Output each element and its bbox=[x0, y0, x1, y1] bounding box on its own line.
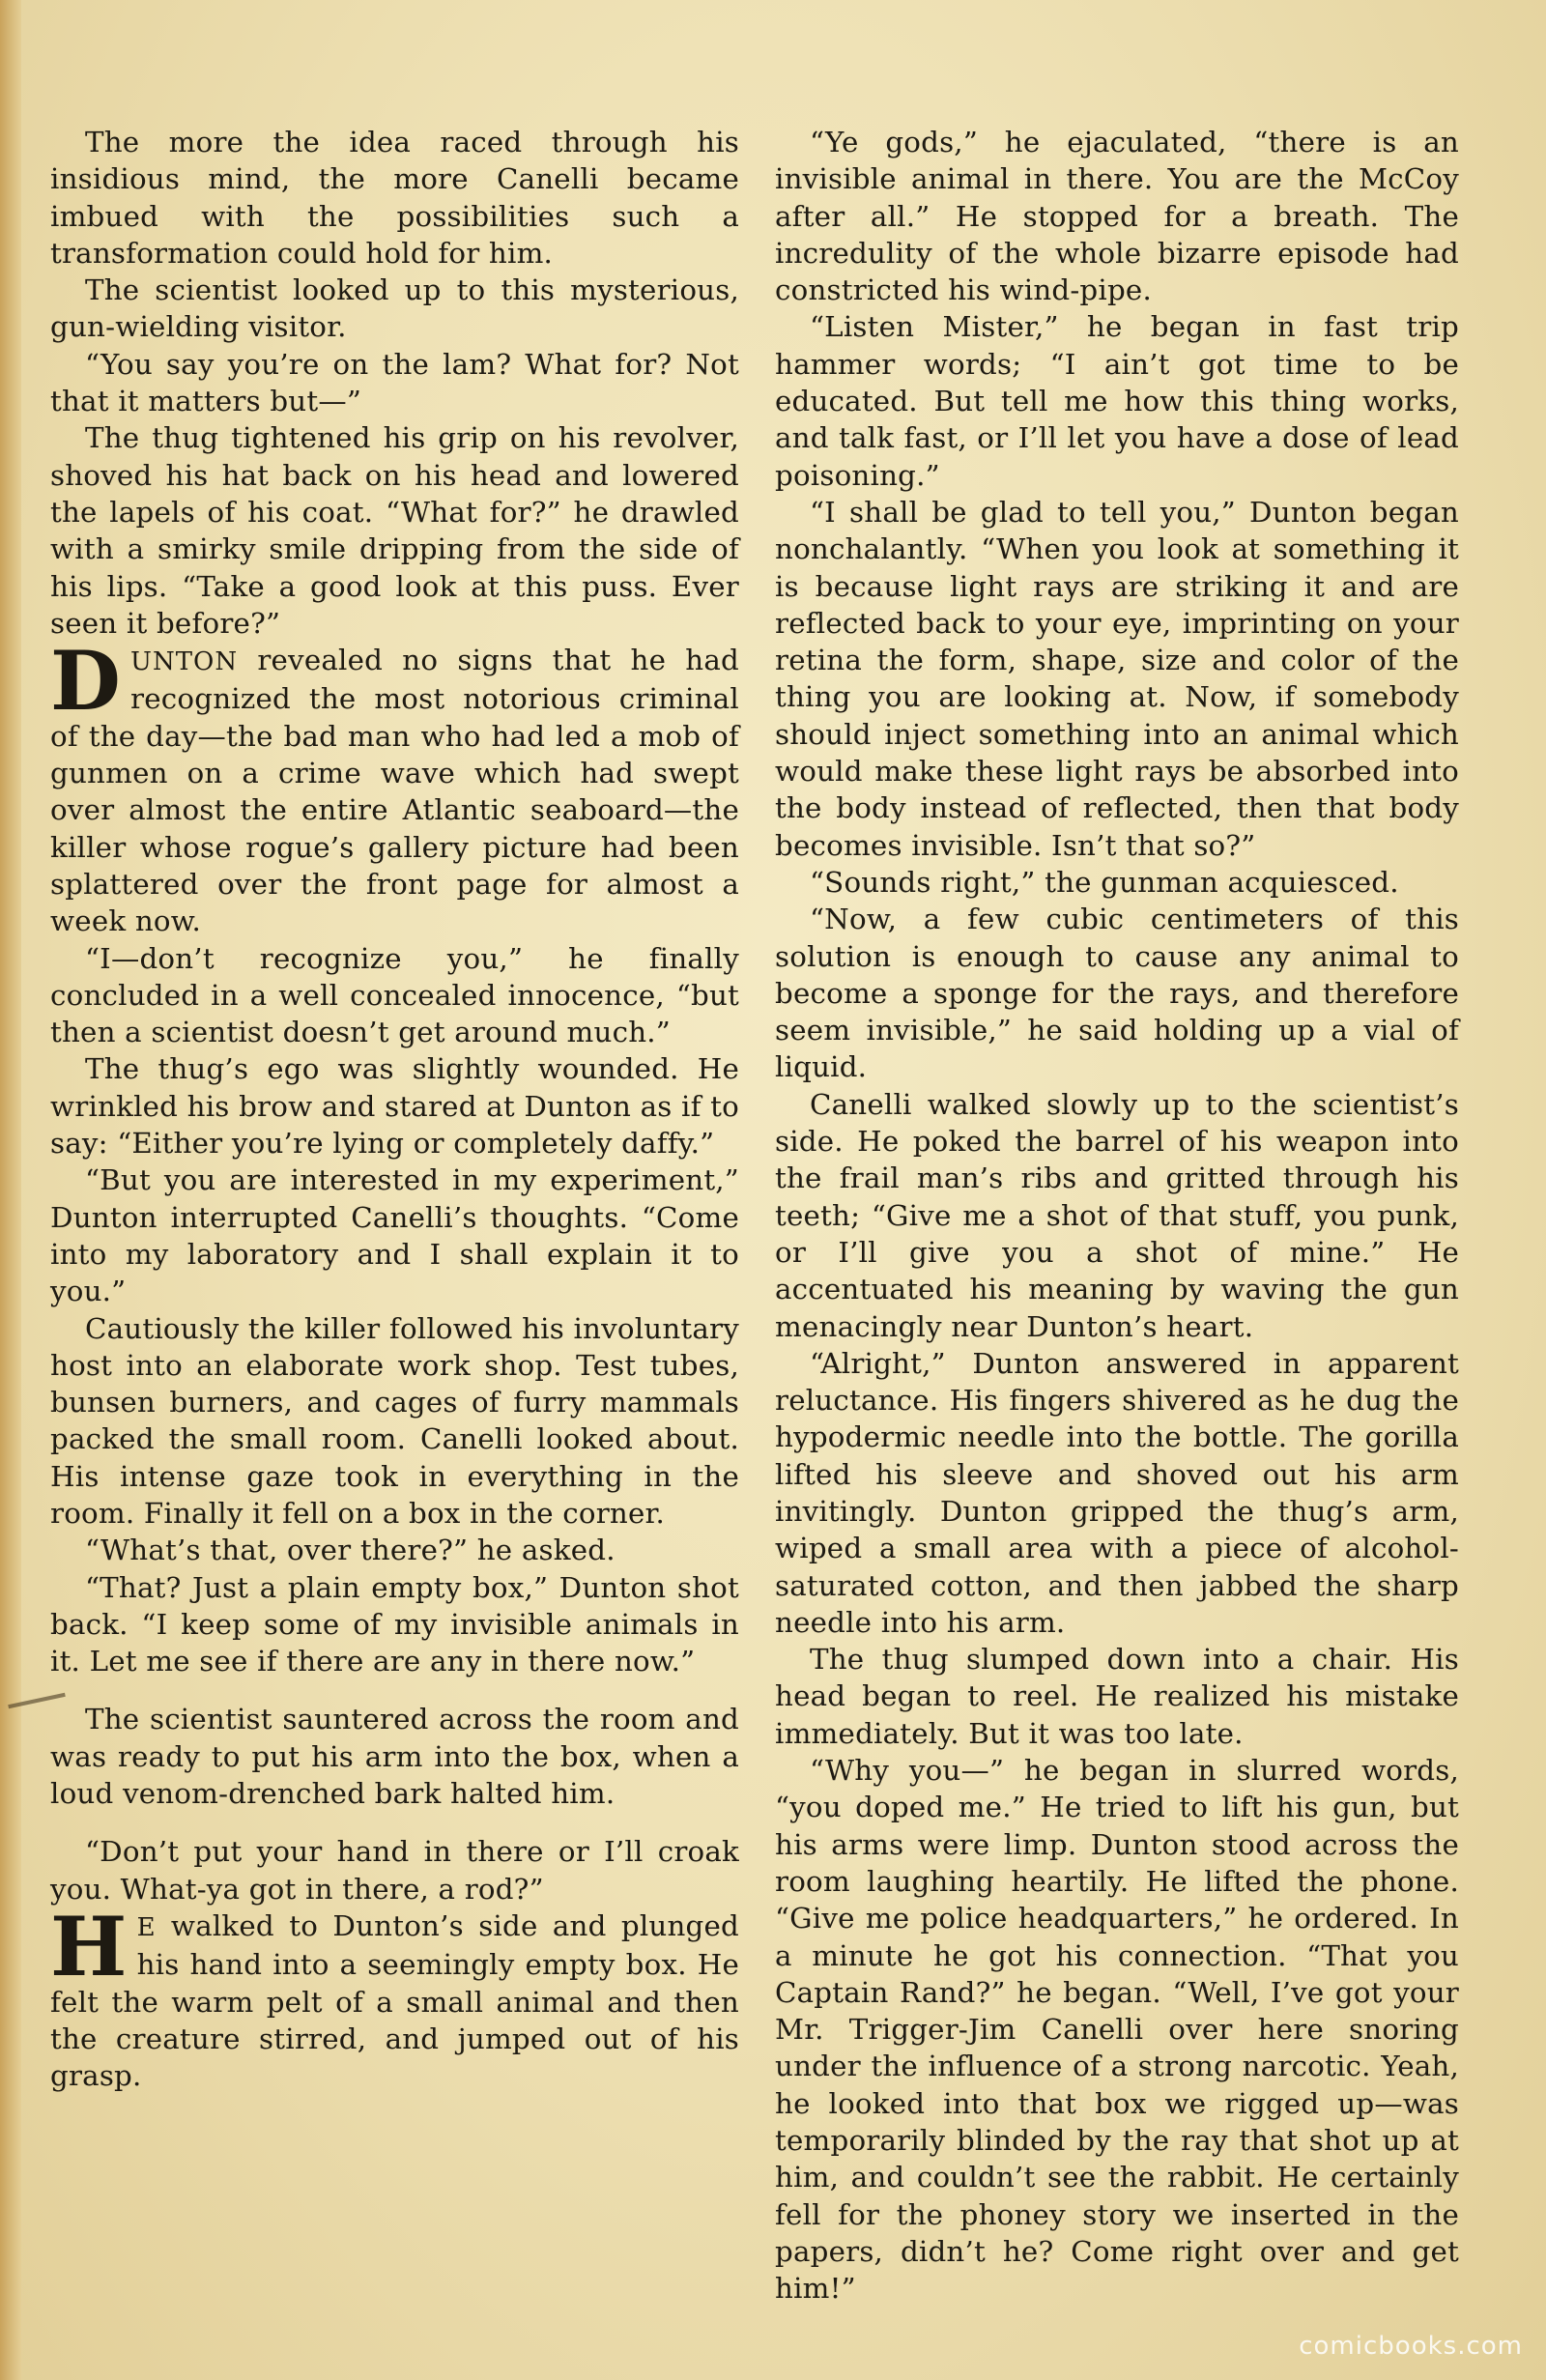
paragraph: The scientist looked up to this mysterious, gun-wielding visitor. bbox=[50, 273, 739, 344]
paragraph: “Sounds right,” the gunman acquiesced. bbox=[810, 865, 1399, 899]
paragraph: “Listen Mister,” he began in fast trip hammer words; “I ain’t got time to be educated. But tell me how this thing works, and talk fast, or I’ll let you have a dose of lead poisoning.” bbox=[775, 310, 1459, 492]
lead-word: UNTON bbox=[130, 647, 239, 677]
paragraph: “I—don’t recognize you,” he finally concluded in a well concealed innocence, “but then a scientist doesn’t get around much.” bbox=[50, 941, 739, 1049]
paragraph: “What’s that, over there?” he asked. bbox=[85, 1534, 616, 1567]
paragraph: The more the idea raced through his insidious mind, the more Canelli became imbued with the possibilities such a transformation could hold for him. bbox=[50, 126, 739, 270]
paragraph: “I shall be glad to tell you,” Dunton began nonchalantly. “When you look at something it is because light rays are striking it and are reflected back to your eye, imprinting on your retina the form, shape, size and color of the thing you are looking at. Now, if somebody should inject something into an animal which would make these light rays be absorbed into the body instead of reflected, then that body becomes invisible. Isn’t that so?” bbox=[775, 495, 1459, 862]
drop-cap: H bbox=[50, 1898, 128, 1994]
paragraph: “You say you’re on the lam? What for? Not that it matters but—” bbox=[50, 347, 739, 418]
text-column-left bbox=[50, 124, 739, 2094]
paragraph: The thug tightened his grip on his revolver, shoved his hat back on his head and lowered the lapels of his coat. “What for?” he drawled with a smirky smile dripping from the side of his lips. “Take a good look at this puss. Ever seen it before?” bbox=[50, 421, 739, 640]
paragraph: “That? Just a plain empty box,” Dunton shot back. “I keep some of my invisible animals in it. Let me see if there are any in there now.” bbox=[50, 1570, 739, 1678]
lead-word: E bbox=[136, 1912, 157, 1942]
paragraph-text: walked to Dunton’s side and plunged his hand into a seemingly empty box. He felt the warm pelt of a small animal and then the creature stirred, and jumped out of his grasp. bbox=[50, 1908, 739, 2093]
paragraph: “Why you—” he began in slurred words, “you doped me.” He tried to lift his gun, but his arms were limp. Dunton stood across the room laughing heartily. He lifted the phone. “Give me police headquarters,” he ordered. In a minute he got his connection. “That you Captain Rand?” he began. “Well, I’ve got your Mr. Trigger-Jim Canelli over here snoring under the influence of a strong narcotic. Yeah, he looked into that box we rigged up—was temporarily blinded by the ray that shot up at him, and couldn’t see the rabbit. He certainly fell for the phoney story we inserted in the papers, didn’t he? Come right over and get him!” bbox=[775, 1754, 1459, 2306]
drop-cap: D bbox=[50, 633, 122, 730]
paragraph: “Alright,” Dunton answered in apparent reluctance. His fingers shivered as he dug the hypodermic needle into the bottle. The gorilla lifted his sleeve and shoved out his arm invitingly. Dunton gripped the thug’s arm, wiped a small area with a piece of alcohol-saturated cotton, and then jabbed the sharp needle into his arm. bbox=[775, 1346, 1459, 1639]
paragraph-text: revealed no signs that he had recognized the most notorious criminal of the day—the bad man who had led a mob of gunmen on a crime wave which had swept over almost the entire Atlantic seaboard—the killer whose rogue’s gallery picture had been splattered over the front page for almost a week now. bbox=[50, 644, 739, 938]
page-edge bbox=[0, 0, 21, 2380]
paragraph: “Ye gods,” he ejaculated, “there is an invisible animal in there. You are the McCoy after all.” He stopped for a breath. The incredulity of the whole bizarre episode had constricted his wind-pipe. bbox=[775, 126, 1459, 307]
paragraph: Canelli walked slowly up to the scientist’s side. He poked the barrel of his weapon into the frail man’s ribs and gritted through his teeth; “Give me a shot of that stuff, you punk, or I’ll give you a shot of mine.” He accentuated his meaning by waving the gun menacingly near Dunton’s heart. bbox=[775, 1087, 1459, 1343]
paragraph: The scientist sauntered across the room and was ready to put his arm into the box, when a loud venom-drenched bark halted him. bbox=[50, 1703, 739, 1811]
paragraph: “But you are interested in my experiment,” Dunton interrupted Canelli’s thoughts. “Come into my laboratory and I shall explain it to you.” bbox=[50, 1163, 739, 1308]
paragraph: The thug slumped down into a chair. His head began to reel. He realized his mistake immediately. But it was too late. bbox=[775, 1643, 1459, 1750]
paragraph: Cautiously the killer followed his involuntary host into an elaborate work shop. Test tubes, bunsen burners, and cages of furry mammals packed the small room. Canelli looked about. His intense gaze took in everything in the room. Finally it fell on a box in the corner. bbox=[50, 1311, 739, 1530]
section-paragraph bbox=[50, 633, 739, 939]
text-column-right bbox=[775, 124, 1459, 2308]
section-paragraph bbox=[50, 1898, 739, 2094]
paragraph: “Don’t put your hand in there or I’ll croak you. What-ya got in there, a rod?” bbox=[50, 1835, 739, 1906]
paragraph: The thug’s ego was slightly wounded. He wrinkled his brow and stared at Dunton as if to say: “Either you’re lying or completely daffy.” bbox=[50, 1052, 739, 1161]
site-watermark: comicbooks.com bbox=[1299, 2332, 1523, 2361]
paragraph: “Now, a few cubic centimeters of this solution is enough to cause any animal to become a sponge for the rays, and therefore seem invisible,” he said holding up a vial of liquid. bbox=[775, 903, 1459, 1084]
